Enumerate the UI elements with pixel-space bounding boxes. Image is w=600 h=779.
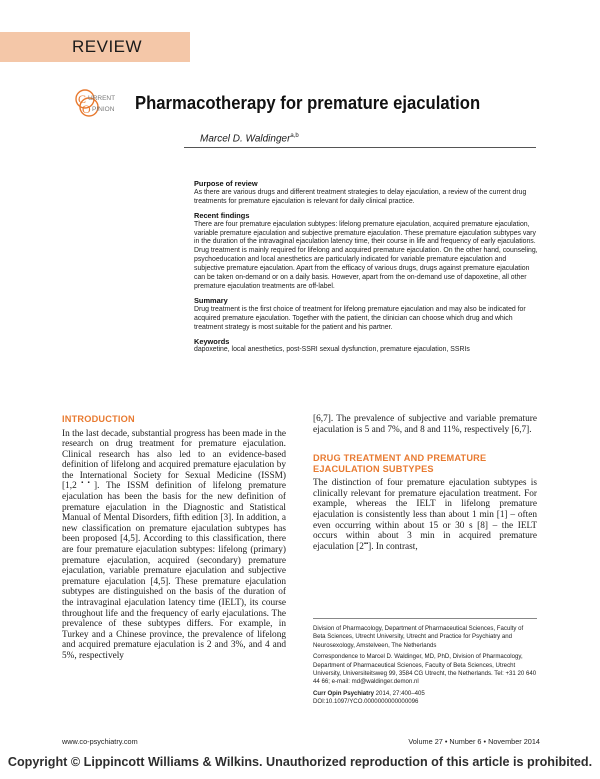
- logo-word-urrent: URRENT: [88, 95, 116, 102]
- author-line: [200, 133, 299, 144]
- left-column: [62, 414, 286, 662]
- journal-reference: [313, 690, 537, 707]
- summary-text: Drug treatment is the first choice of treatment for lifelong premature ejaculation and may also be indicated for acquired premature ejaculation. Together with the patient, the clinician can choose which drug and which treatment strategy is most suitable for the patient and his partner.: [194, 305, 526, 331]
- author-name: Marcel D. Waldinger: [200, 133, 291, 145]
- footnotes: [313, 618, 537, 710]
- purpose-text: As there are various drugs and different treatment strategies to delay ejaculation, a review of the current drug treatments for premature ejaculation is relevant for daily clinical practice.: [194, 188, 527, 205]
- drug-heading-line1: DRUG TREATMENT AND PREMATURE: [313, 453, 487, 464]
- section-tab: [0, 32, 190, 62]
- prevalence-paragraph: [6,7]. The prevalence of subjective and variable premature ejaculation is 5 and 7%, and 8 and 11%, respectively [6,7].: [313, 414, 537, 435]
- drug-citation-mark: ▪▪: [363, 540, 369, 547]
- right-column: [313, 414, 537, 552]
- intro-citation-mark: ▪▪: [76, 480, 95, 487]
- drug-treatment-heading: [313, 453, 537, 474]
- intro-text-a: In the last decade, substantial progress has been made in the research on drug treatment for premature ejaculation. Clinical research has also led to an evidence-based definition of lifelong and acquired premature ejaculation by the International Society for Sexual Medicine (ISSM) [1,2: [62, 428, 286, 492]
- logo-word-pinion: PINION: [92, 106, 115, 113]
- journal-ref: 2014, 27:400–405: [373, 689, 425, 697]
- author-affiliation-marks: a,b: [290, 133, 299, 139]
- findings-text: There are four premature ejaculation subtypes: lifelong premature ejaculation, acquired premature ejaculation, variable premature ejaculation and subjective premature ejaculation. These premature ejaculation subtypes vary in the duration of the intravaginal ejaculation latency time, their course in life and frequency of early ejaculations. Drug treatment is mainly required for lifelong and acquired premature ejaculation. On the other hand, counseling, psychoeducation and local anesthetics are particularly indicated for variable premature ejaculation and subjective premature ejaculation. Apart from the efficacy of various drugs, drugs against premature ejaculation can be taken on-demand or on a daily basis. However, apart from the on-demand use of dapoxetine, all other premature ejaculation treatments are off-label.: [194, 220, 538, 290]
- drug-treatment-paragraph: [313, 478, 537, 552]
- journal-url: www.co-psychiatry.com: [62, 737, 138, 746]
- logo-letter-c: C: [78, 92, 87, 106]
- keywords-heading: Keywords: [194, 336, 230, 346]
- introduction-paragraph: [62, 429, 286, 662]
- doi: DOI:10.1097/YCO.0000000000000096: [313, 698, 419, 706]
- title-divider: [184, 147, 536, 148]
- issue-info: Volume 27 • Number 6 • November 2014: [408, 737, 540, 746]
- current-opinion-logo: [74, 88, 126, 118]
- summary-heading: Summary: [194, 295, 228, 305]
- article-title: Pharmacotherapy for premature ejaculation: [135, 92, 481, 113]
- purpose-heading: Purpose of review: [194, 179, 258, 188]
- logo-letter-o: O: [82, 102, 91, 116]
- affiliation-note: Division of Pharmacology, Department of Pharmaceutical Sciences, Faculty of Beta Sciences, Utrecht University, Utrecht and Practice for Psychiatry and Neurosexology, Amstelveen, The Netherlands: [313, 625, 524, 649]
- correspondence-note: Correspondence to Marcel D. Waldinger, MD, PhD, Division of Pharmacology, Department of Pharmaceutical Sciences, Faculty of Beta Sciences, Utrecht University, Universiteitsweg 99, 3584 CG Utrecht, the Netherlands. Tel: +31 20 640 44 66; e-mail: md@waldinger.demon.nl: [313, 653, 537, 686]
- abstract: [194, 180, 538, 360]
- findings-heading: Recent findings: [194, 210, 250, 220]
- introduction-heading: INTRODUCTION: [62, 414, 135, 424]
- keywords-text: dapoxetine, local anesthetics, post-SSRI sexual dysfunction, premature ejaculation, SSRIs: [194, 346, 470, 354]
- journal-name: Curr Opin Psychiatry: [313, 689, 374, 697]
- drug-text-b: ]. In contrast,: [368, 541, 418, 552]
- intro-text-b: ]. The ISSM definition of lifelong premature ejaculation has been the basis for the new definition of premature ejaculation in the Diagnostic and Statistical Manual of Mental Disorders, fifth edition [3]. In addition, a new classification on premature ejaculation subtypes has been proposed [4,5]. According to this classification, there are four premature ejaculation subtypes: lifelong (primary) premature ejaculation, acquired (secondary) premature ejaculation, variable premature ejaculation and subjective premature ejaculation [4,5]. These premature ejaculation subtypes are distinguished on the basis of the duration of the intravaginal ejaculation latency time (IELT), its course throughout life and the frequency of early ejaculations. The prevalence of these subtypes differs. For example, in Turkey and a Chinese province, the prevalence of lifelong and acquired premature ejaculation is 2 and 3%, and 4 and 5%, respectively: [62, 481, 286, 661]
- section-label: REVIEW: [72, 37, 143, 56]
- drug-text-a: The distinction of four premature ejaculation subtypes is clinically relevant for premature ejaculation treatment. For example, whereas the IELT in lifelong premature ejaculation is consistently less than about 1 min [1] – often even occurring within about 15 or 30 s [8] – the IELT occurs within about 3 min in acquired premature ejaculation [2: [313, 478, 537, 552]
- copyright-notice: Copyright © Lippincott Williams & Wilkins. Unauthorized reproduction of this article is prohibited.: [7, 755, 593, 769]
- drug-heading-line2: EJACULATION SUBTYPES: [313, 463, 434, 474]
